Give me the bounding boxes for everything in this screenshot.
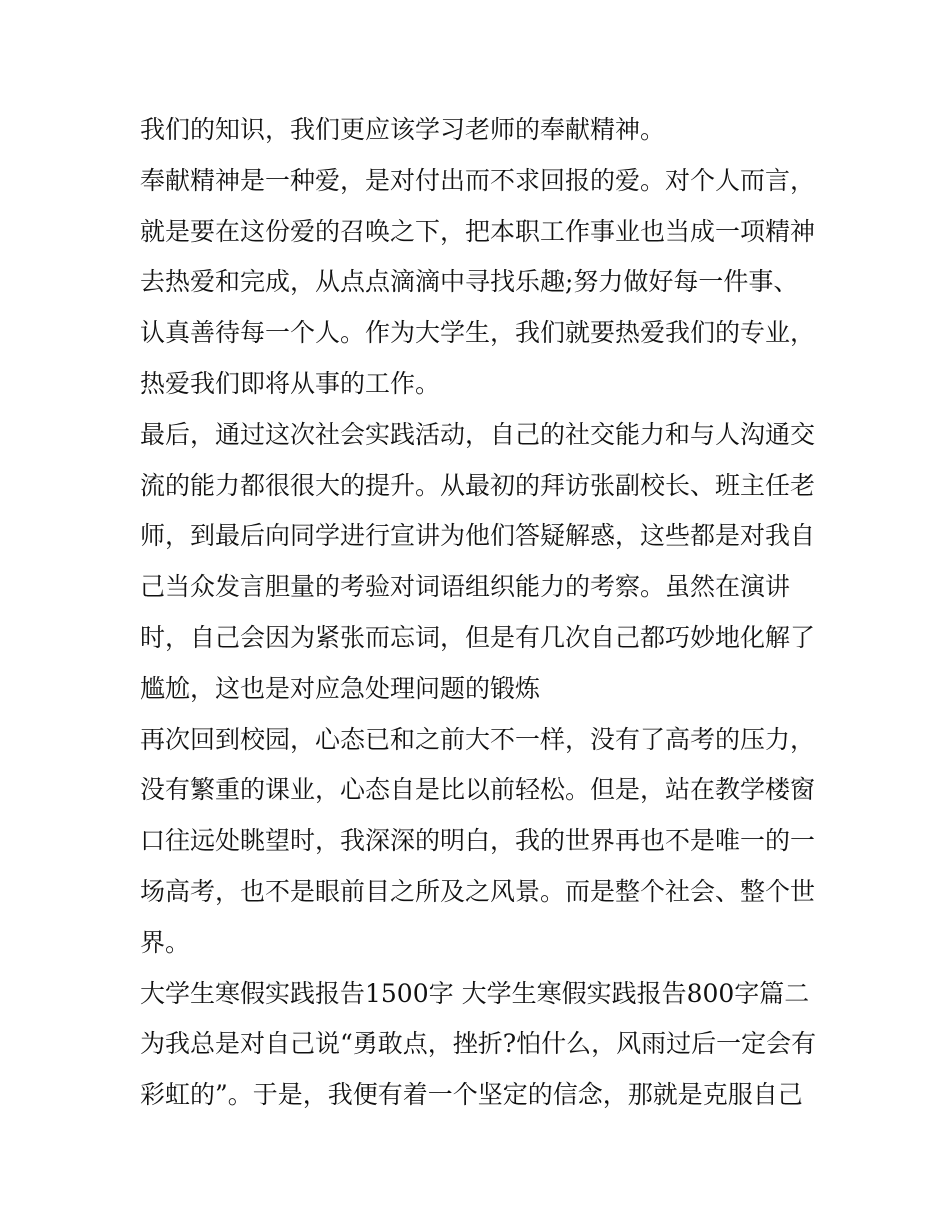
text-line: 就是要在这份爱的召唤之下，把本职工作事业也当成一项精神	[140, 216, 816, 246]
text-line: 我们的知识，我们更应该学习老师的奉献精神。	[140, 115, 666, 144]
text-line: 时，自己会因为紧张而忘词，但是有几次自己都巧妙地化解了	[140, 622, 816, 652]
text-line: 彩虹的”。于是，我便有着一个坚定的信念，那就是克服自己	[140, 1080, 803, 1110]
text-line: 最后，通过这次社会实践活动，自己的社交能力和与人沟通交	[140, 419, 816, 449]
text-line: 热爱我们即将从事的工作。	[140, 368, 441, 398]
section-heading: 大学生寒假实践报告1500字 大学生寒假实践报告800字篇二	[140, 978, 810, 1008]
document-body	[140, 105, 830, 1121]
text-line: 己当众发言胆量的考验对词语组织能力的考察。虽然在演讲	[140, 572, 791, 602]
text-line: 流的能力都很很大的提升。从最初的拜访张副校长、班主任老	[140, 470, 816, 500]
text-line: 奉献精神是一种爱，是对付出而不求回报的爱。对个人而言，	[140, 165, 816, 195]
text-line: 认真善待每一个人。作为大学生，我们就要热爱我们的专业，	[140, 318, 816, 348]
text-line: 再次回到校园，心态已和之前大不一样，没有了高考的压力，	[140, 724, 816, 754]
text-line: 尴尬，这也是对应急处理问题的锻炼	[140, 673, 541, 703]
text-line: 没有繁重的课业，心态自是比以前轻松。但是，站在教学楼窗	[140, 775, 816, 805]
text-line: 为我总是对自己说“勇敢点，挫折?怕什么，风雨过后一定会有	[140, 1029, 817, 1059]
text-line: 口往远处眺望时，我深深的明白，我的世界再也不是唯一的一	[140, 826, 816, 856]
text-line: 师，到最后向同学进行宣讲为他们答疑解惑，这些都是对我自	[140, 521, 816, 551]
text-line: 去热爱和完成，从点点滴滴中寻找乐趣;努力做好每一件事、	[140, 267, 799, 297]
text-line: 界。	[140, 927, 191, 957]
text-line: 场高考，也不是眼前目之所及之风景。而是整个社会、整个世	[140, 876, 816, 906]
